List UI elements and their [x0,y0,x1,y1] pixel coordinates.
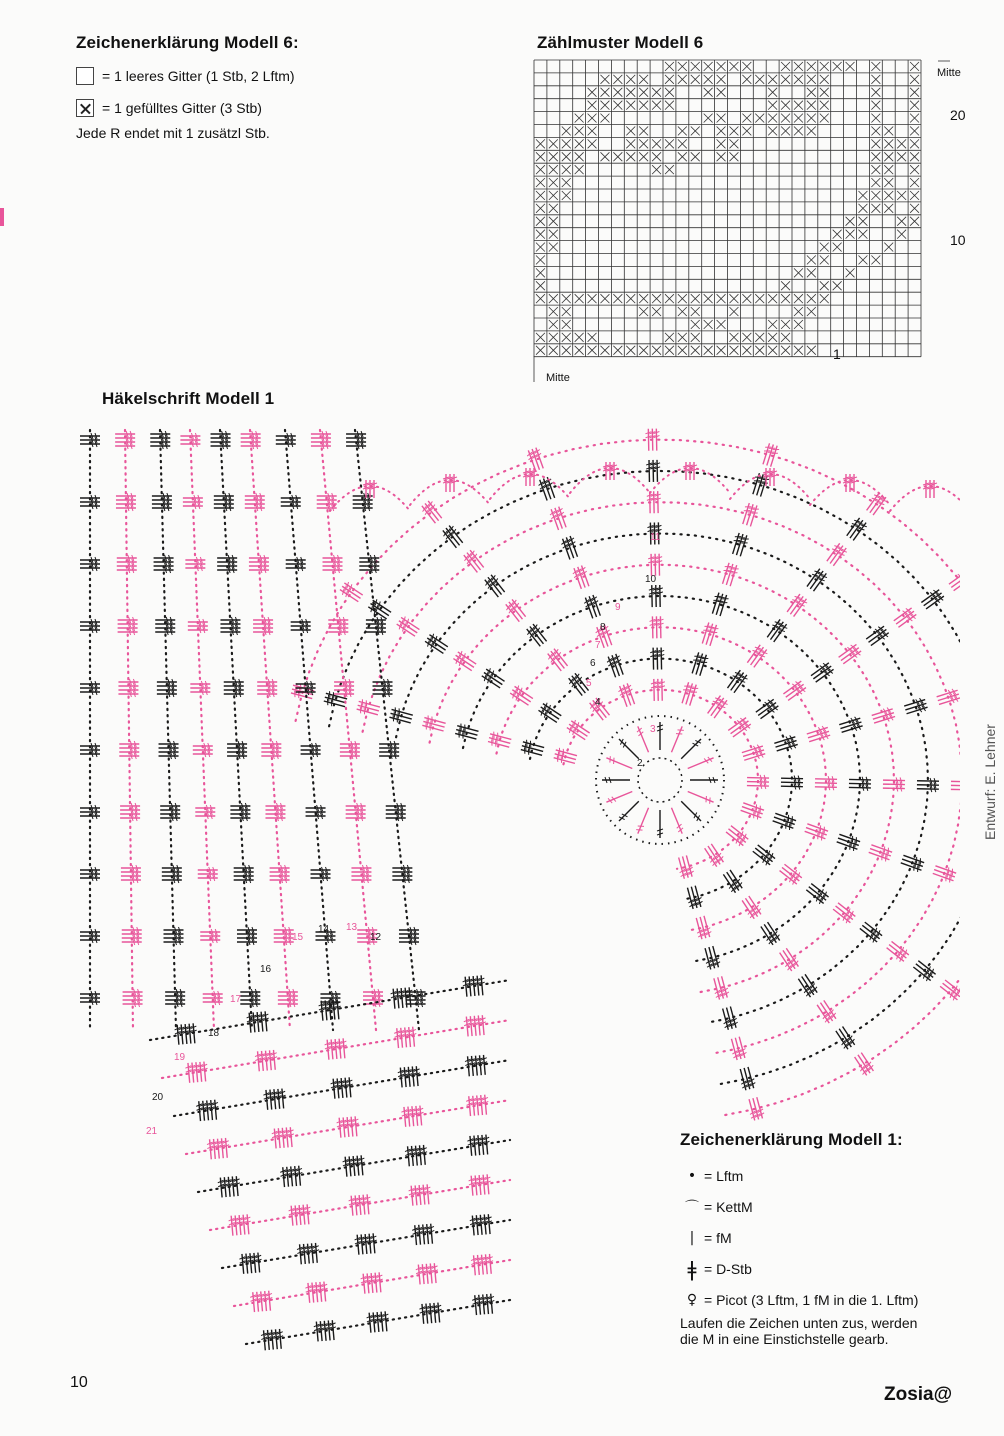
stitch-group [323,690,348,709]
stitch-group [367,598,393,622]
legend-1-fm-label: = fM [704,1229,732,1246]
stitch-group [214,493,234,511]
stitch-group [740,894,764,920]
stitch-group [831,900,857,925]
stitch-group [270,865,290,883]
stitch-group [864,491,888,517]
stitch-group [395,615,421,639]
legend-6-filled-label: = 1 gefülltes Gitter (3 Stb) [102,100,262,116]
stitch-group [311,431,331,449]
crossed-square-icon [76,99,94,117]
stitch-group [648,554,662,576]
legend-6-item-empty [76,63,299,89]
stitch-group [196,1099,220,1121]
stitch-group [334,679,354,697]
stitch-group [80,681,100,695]
stitch-group [480,667,506,691]
round-number: 11 [650,532,661,543]
stitch-group [389,707,414,726]
round-number: 5 [586,678,592,689]
single-crochet-bar-icon: | [689,1229,695,1246]
stitch-group [465,1055,489,1077]
stitch-group [687,789,715,805]
stitch-group [651,679,665,701]
stitch-group [923,480,937,498]
stitch-group [80,619,100,633]
stitch-group [324,1038,348,1060]
round-number: 4 [595,697,601,708]
stitch-group [583,594,604,619]
stitch-group [871,706,896,726]
stitch-group [261,741,281,759]
stitch-group [241,431,261,449]
stitch-group [773,734,798,754]
count-pattern-row-20: 20 [950,107,966,123]
stitch-group [754,697,780,721]
stitch-group [363,480,377,498]
stitch-group [702,945,721,970]
stitch-group [702,842,726,868]
stitch-group [348,1194,372,1216]
stitch-group [635,807,651,835]
round-arc [530,659,792,900]
stitch-group [679,799,703,823]
stitch-group [605,653,626,678]
stitch-group [892,605,918,629]
stitch-group [560,535,581,560]
stitch-group [687,755,715,771]
round-number: 18 [208,1028,220,1039]
stitch-group [405,1145,429,1167]
stitch-group [657,722,663,750]
stitch-group [366,1311,390,1333]
stitch-group [920,587,946,611]
stitch-group [537,701,563,725]
legend-6-item-filled [76,95,299,121]
stitch-group [837,642,863,666]
stitch-group [603,462,617,480]
stitch-group [508,684,534,708]
stitch-group [725,668,749,694]
stitch-group [796,973,820,999]
stitch-group [246,1011,270,1033]
round-number: 16 [260,964,272,975]
stitch-group [288,1204,312,1226]
stitch-group [809,660,835,684]
stitch-group [635,725,651,753]
stitch-group [354,1233,378,1255]
stitch-group [824,542,848,568]
stitch-group [843,474,857,492]
stitch-group [602,777,630,783]
round-number: 8 [600,622,606,633]
legend-1-picot-label: = Picot (3 Lftm, 1 fM in die 1. Lftm) [704,1291,919,1308]
stitch-group [118,679,138,697]
chain-line [355,430,419,1030]
count-pattern-mitte-bottom: Mitte [546,372,570,384]
round-arc [363,502,960,1053]
stitch-group [951,778,960,792]
stitch-group [250,1290,274,1312]
stitch-group [390,987,414,1009]
stitch-group [346,431,366,449]
stitch-group [900,852,925,873]
stitch-group [503,598,528,624]
round-number: 14 [318,924,330,935]
stitch-group [120,803,140,821]
legend-1-dstb-label: = D-Stb [704,1260,752,1277]
stitch-group [422,715,447,734]
stitch-group [740,502,760,527]
round-number: 6 [590,658,596,669]
stitch-group [237,927,257,945]
stitch-group [342,1155,366,1177]
round-number: 7 [595,640,601,651]
stitch-group [162,865,182,883]
stitch-group [836,831,861,852]
stitch-group [699,622,719,647]
stitch-group [157,679,177,697]
round-number: 13 [346,922,358,933]
legend-1-lftm-label: = Lftm [704,1167,744,1184]
stitch-group [265,803,285,821]
chain-dot-icon: • [687,1167,697,1184]
round-number: 17 [230,994,242,1005]
stitch-group [185,1061,209,1083]
stitch-group [452,649,478,673]
legend-1-note-2: die M in eine Einstichstelle gearb. [680,1331,889,1347]
stitch-group [408,1184,432,1206]
stitch-group [278,989,298,1007]
round-number: 12 [370,932,382,943]
stitch-group [669,725,685,753]
stitch-group [80,991,100,1005]
stitch-group [679,737,703,761]
stitch-group [520,739,545,758]
round-number: 3 [650,724,656,735]
round-number: 21 [146,1126,158,1137]
stitch-group [245,493,265,511]
legend-1-title: Zeichenerklärung Modell 1: [680,1130,903,1149]
legend-1-note-1: Laufen die Zeichen unten zus, werden [680,1315,918,1331]
stitch-group [467,1134,491,1156]
legend-1-item-lftm [680,1160,918,1191]
stitch-group [657,810,663,838]
stitch-group [394,1026,418,1048]
legend-1-item-kettm [680,1191,918,1222]
stitch-group [461,548,486,574]
stitch-group [740,800,765,821]
stitch-group [152,493,172,511]
round-number: 15 [292,932,304,943]
stitch-group [778,862,804,887]
stitch-group [805,567,829,593]
stitch-group [815,999,839,1025]
stitch-group [537,476,558,501]
stitch-group [685,885,704,910]
chain-line [125,430,133,1030]
stitch-group [163,927,183,945]
stitch-group [217,1176,241,1198]
legend-6-title: Zeichenerklärung Modell 6: [76,33,299,52]
stitch-group [336,1116,360,1138]
stitch-group [220,617,240,635]
stitch-group [720,562,740,587]
stitch-group [747,775,769,789]
stitch-group [605,789,633,805]
stitch-group [617,799,641,823]
watermark: Zosia@ [884,1384,953,1405]
stitch-group [745,643,769,669]
stitch-group [526,447,547,472]
stitch-group [155,617,175,635]
stitch-group [80,929,100,943]
stitch-group [868,842,893,863]
stitch-group [720,1006,739,1031]
stitch-group [711,976,730,1001]
stitch-group [548,506,569,531]
stitch-group [159,741,179,759]
stitch-group [207,1138,231,1160]
stitch-group [472,1293,496,1315]
stitch-group [211,431,231,449]
legend-1-item-fm [680,1222,918,1253]
stitch-group [397,1066,421,1088]
stitch-group [864,624,890,648]
stitch-group [471,1254,495,1276]
stitch-group [420,499,445,525]
slip-stitch-arc-icon: ⌒ [685,1199,699,1216]
round-arc [396,534,928,1023]
stitch-group [782,679,808,703]
stitch-group [415,1263,439,1285]
stitch-group [693,915,712,940]
empty-square-icon [76,67,94,85]
legend-6-note: Jede R endet mit 1 zusätzl Stb. [76,125,270,141]
stitch-group [257,679,277,697]
stitch-group [617,682,638,707]
round-arc [497,627,827,930]
stitch-group [565,718,591,742]
stitch-group [804,821,829,842]
stitch-group [297,1243,321,1265]
stitch-group [174,1023,198,1045]
stitch-group [729,1036,748,1061]
stitch-group [903,697,928,717]
center-ring [638,758,682,802]
legend-1-item-dstb [680,1253,918,1284]
stitch-group [487,731,512,750]
legend-modell-6 [76,33,299,141]
stitch-group [947,569,960,593]
stitch-group [228,1214,252,1236]
stitch-group [936,687,960,707]
stitch-group [274,927,294,945]
stitch-group [80,805,100,819]
stitch-group [765,618,789,644]
design-credit: Entwurf: E. Lehner [982,724,998,840]
stitch-group [553,747,578,766]
count-pattern-row-10: 10 [950,232,966,248]
stitch-group [462,975,486,997]
stitch-group [150,431,170,449]
stitch-group [180,433,200,447]
stitch-group [253,617,273,635]
stitch-group [440,524,465,550]
stitch-group [679,681,699,706]
stitch-group [224,679,244,697]
stitch-group [412,1223,436,1245]
margin-mark [0,208,4,226]
stitch-group [356,698,381,717]
stitch-group [423,632,449,656]
stitch-group [116,493,136,511]
stitch-group [785,592,809,618]
stitch-group [482,573,507,599]
stitch-group [885,939,911,964]
stitch-group [419,1302,443,1324]
stitch-group [323,555,343,573]
stitch-group [932,863,957,884]
stitch-group [726,715,752,739]
stitch-group [721,868,745,894]
stitch-group [741,743,766,763]
chain-line [160,430,176,1030]
stitch-group [443,474,457,492]
stitch-group [838,715,863,735]
stitch-group [227,741,247,759]
stitch-group [122,927,142,945]
chain-line [220,430,252,1030]
stitch-group [469,1214,493,1236]
stitch-group [852,1051,876,1077]
stitch-group [758,920,782,946]
stitch-group [230,803,250,821]
stitch-group [338,580,364,604]
stitch-group [760,442,780,467]
stitch-group [121,865,141,883]
stitch-group [777,947,801,973]
round-number: 2 [637,758,643,769]
stitch-group [280,1165,304,1187]
stitch-group [115,431,135,449]
stitch-group [690,777,718,783]
stitch-group [401,1105,425,1127]
stitch-group [669,807,685,835]
stitch-group [80,557,100,571]
round-number: 20 [152,1092,164,1103]
stitch-group [239,1252,263,1274]
stitch-group [263,1088,287,1110]
stitch-group [80,743,100,757]
picot-scallop [890,486,960,511]
stitch-group [705,694,729,720]
stitch-group [833,1025,857,1051]
stitch-group [271,1127,295,1149]
stitch-group [545,647,570,673]
stitch-group [746,1096,765,1121]
stitch-group [249,555,269,573]
stitch-group [454,723,479,742]
legend-1-kettm-label: = KettM [704,1198,753,1215]
legend-6-empty-label: = 1 leeres Gitter (1 Stb, 2 Lftm) [102,68,295,84]
round-number: 9 [615,602,621,613]
stitch-group [261,1329,285,1351]
stitch-group [330,1077,354,1099]
stitch-group [119,741,139,759]
stitch-group [806,725,831,745]
stitch-group [772,810,797,831]
stitch-group [463,1015,487,1037]
count-pattern-row-1: 1 [833,346,841,362]
round-number: 19 [174,1052,186,1063]
picot-icon: ♀ [686,1291,698,1308]
stitch-group [524,622,549,648]
round-number: 10 [645,574,657,585]
stitch-group [683,462,697,480]
stitch-group [844,516,868,542]
double-treble-icon: ǂ [687,1256,697,1281]
stitch-group [737,1066,756,1091]
count-pattern-mitte-right: Mitte [937,67,961,79]
stitch-group [676,855,695,880]
stitch-group [730,532,750,557]
page-number: 10 [70,1374,88,1391]
legend-1-item-picot [680,1284,918,1315]
stitch-group [313,1320,337,1342]
stitch-group [360,1272,384,1294]
stitch-group [468,1174,492,1196]
stitch-group [571,565,592,590]
stitch-group [751,843,777,868]
stitch-group [689,651,709,676]
stitch-group [605,755,633,771]
stitch-group [160,803,180,821]
stitch-group [234,865,254,883]
stitch-group [466,1094,490,1116]
stitch-group [255,1050,279,1072]
chain-line [250,430,290,1030]
stitch-group [118,617,138,635]
legend-modell-1 [680,1130,918,1347]
crochet-chart-title: Häkelschrift Modell 1 [102,389,275,408]
stitch-group [912,958,938,983]
round-arc [564,690,759,869]
count-pattern-title: Zählmuster Modell 6 [537,33,704,52]
stitch-group [276,433,296,447]
stitch-group [710,592,730,617]
stitch-group [305,1281,329,1303]
